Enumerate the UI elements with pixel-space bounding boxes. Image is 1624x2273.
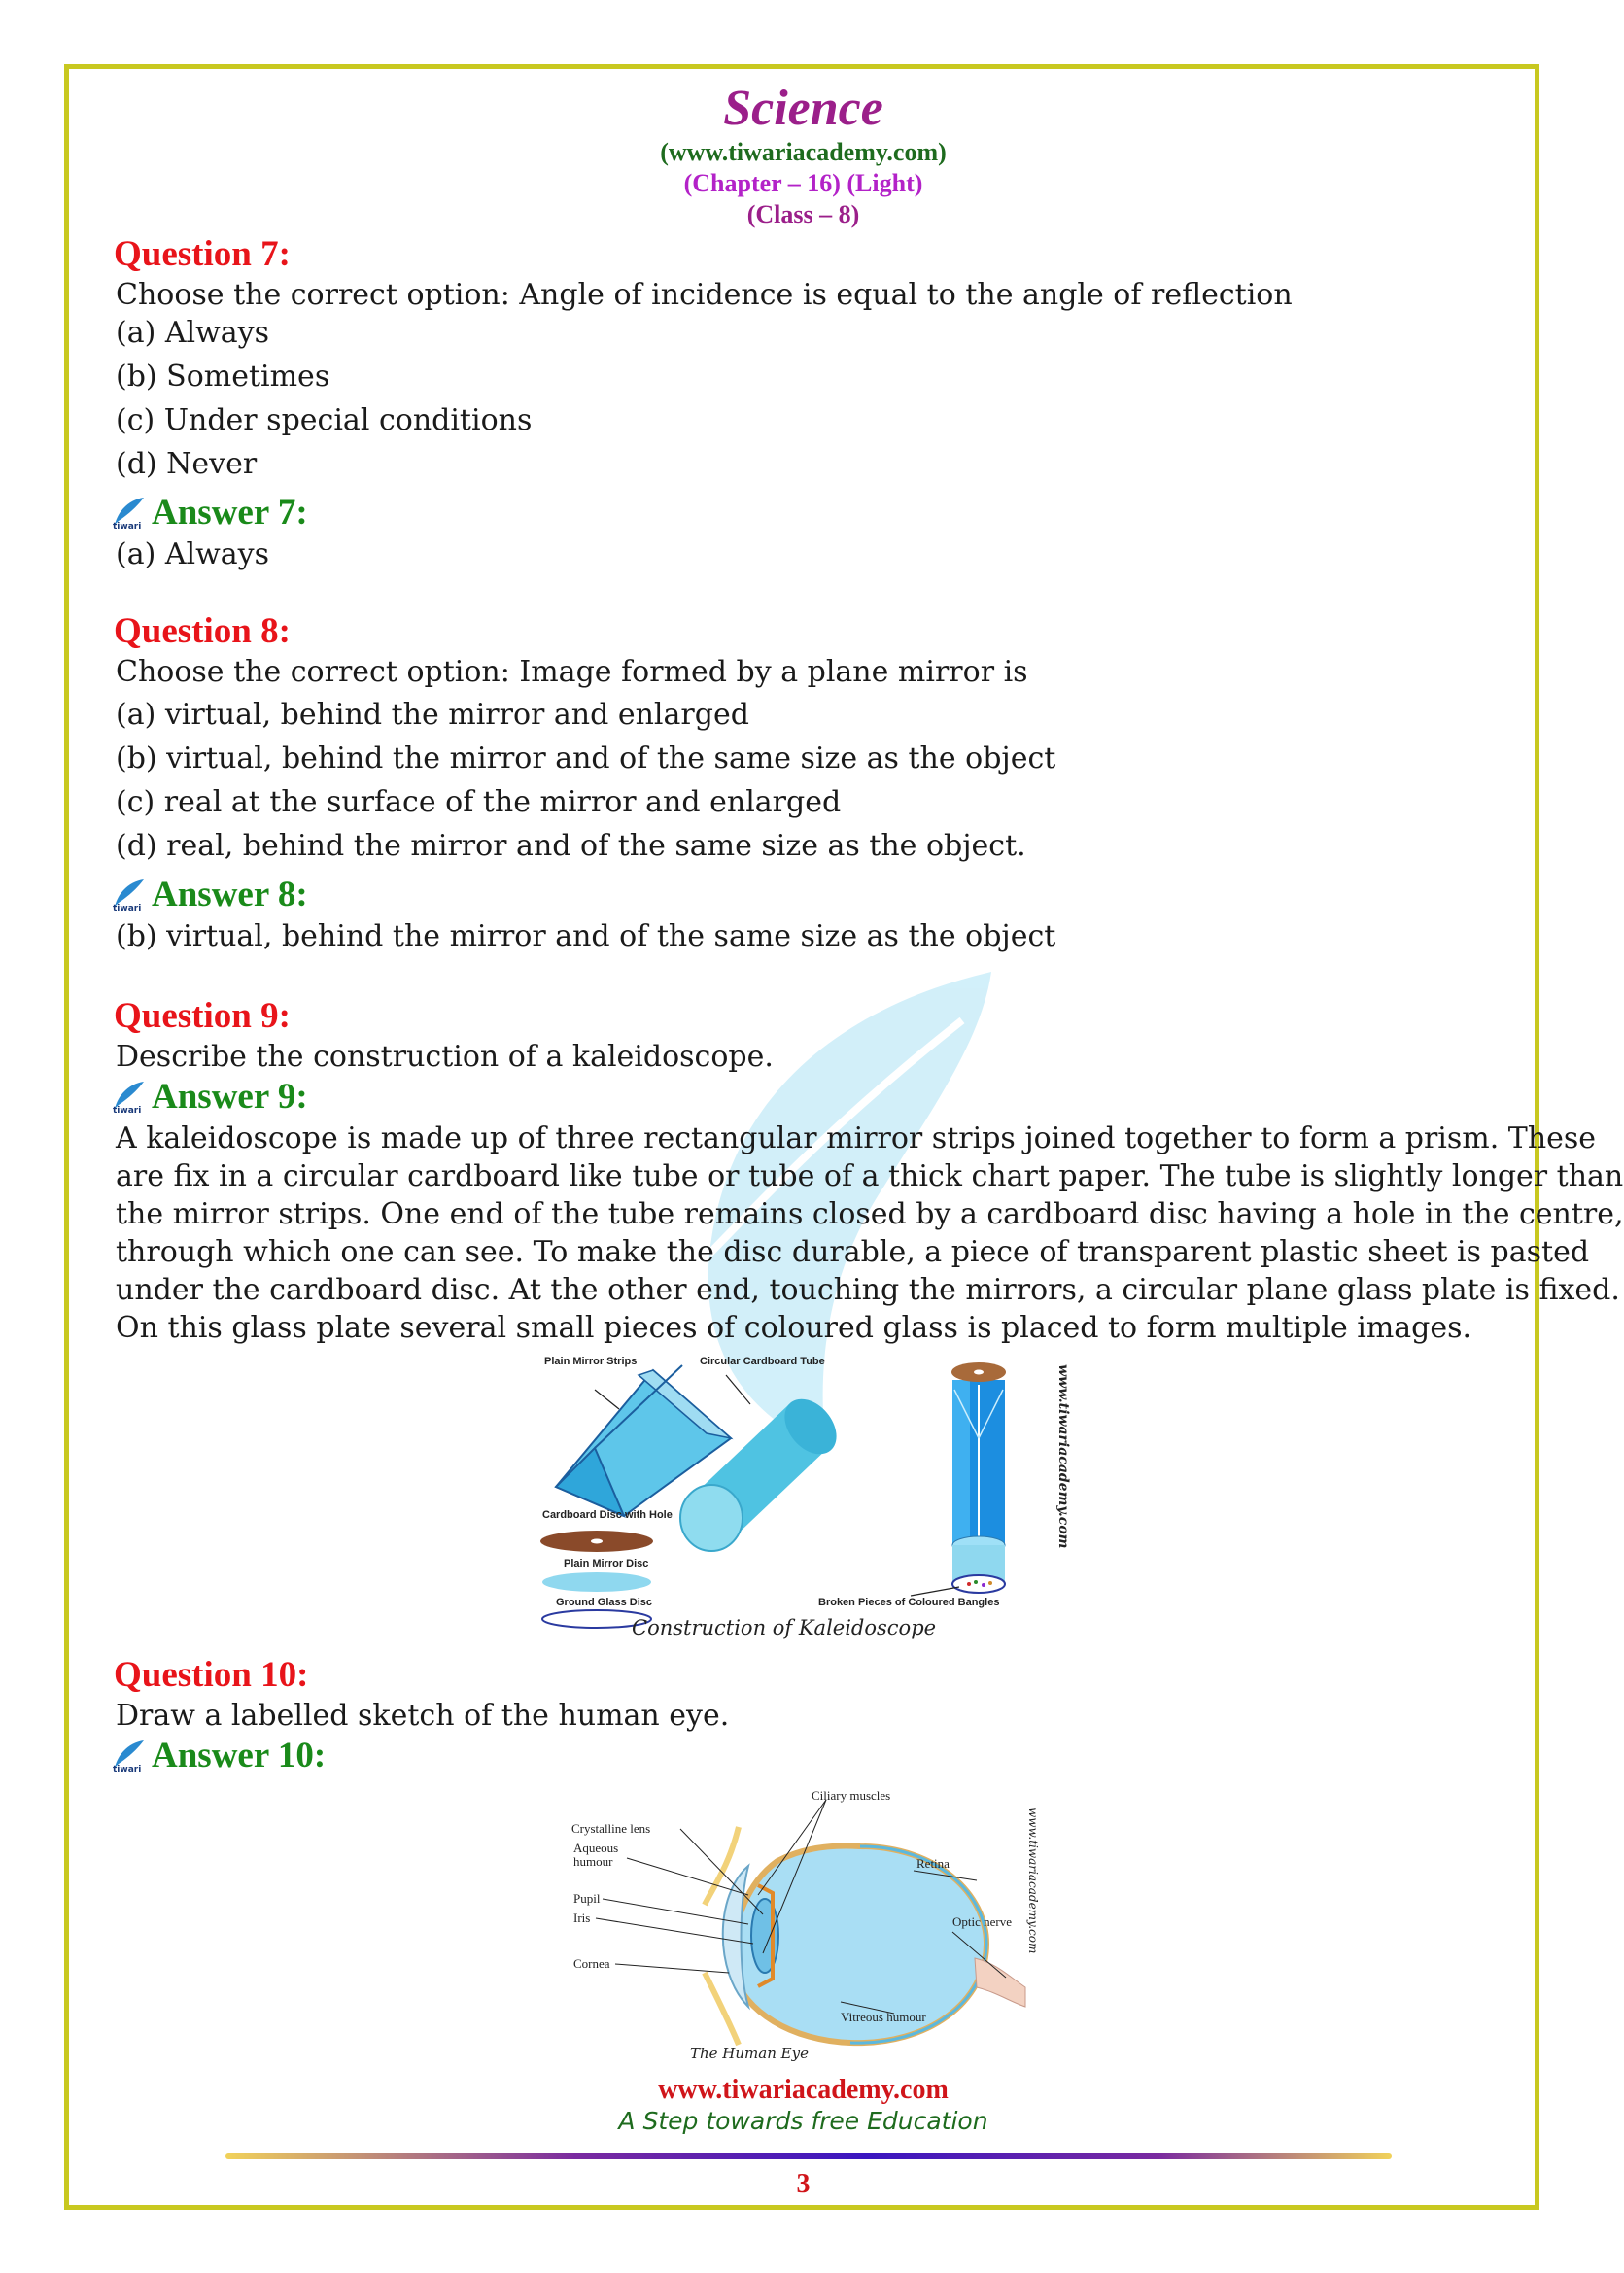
answer-9-label: Answer 9: (152, 1077, 308, 1117)
label-pupil: Pupil (573, 1891, 601, 1906)
svg-text:tiwari: tiwari (113, 1764, 142, 1774)
answer-9-paragraph (116, 1119, 1624, 1347)
answer-9-line: the mirror strips. One end of the tube remains closed by a cardboard disc having a hole in the centre, (116, 1197, 1624, 1231)
header-chapter: (Chapter – 16) (Light) (683, 169, 923, 197)
label-mirror-disc: Plain Mirror Disc (564, 1558, 649, 1569)
answer-7-label: Answer 7: (152, 493, 308, 533)
label-vitreous: Vitreous humour (841, 2010, 926, 2024)
label-iris: Iris (573, 1911, 591, 1925)
figure-watermark: www.tiwariacademy.com (1055, 1364, 1071, 1549)
svg-text:tiwari: tiwari (113, 1105, 142, 1116)
question-9-heading: Question 9: (114, 996, 291, 1036)
label-cardboard-tube: Circular Cardboard Tube (700, 1356, 825, 1367)
question-10-text: Draw a labelled sketch of the human eye. (116, 1699, 730, 1733)
question-8-option-c: (c) real at the surface of the mirror and enlarged (116, 785, 842, 819)
question-7-option-b: (b) Sometimes (116, 360, 330, 394)
question-10-heading: Question 10: (114, 1655, 309, 1695)
kaleidoscope-figure (536, 1351, 1069, 1642)
question-8-text: Choose the correct option: Image formed by a plane mirror is (116, 655, 1028, 689)
answer-9-line: On this glass plate several small pieces of coloured glass is placed to form multiple images. (116, 1311, 1472, 1345)
label-mirror-strips: Plain Mirror Strips (544, 1356, 638, 1367)
label-retina: Retina (916, 1856, 950, 1871)
eye-figure-watermark: www.tiwariacademy.com (1026, 1808, 1040, 1954)
assembled-kaleidoscope (951, 1362, 1006, 1593)
label-ground-disc: Ground Glass Disc (556, 1597, 653, 1608)
header-class: (Class – 8) (746, 200, 860, 228)
footer-tagline: A Step towards free Education (618, 2107, 988, 2135)
answer-8-label: Answer 8: (152, 875, 308, 914)
tiwari-quill-icon (109, 496, 148, 531)
question-8-option-d: (d) real, behind the mirror and of the same size as the object. (116, 829, 1026, 863)
question-7-option-a: (a) Always (116, 316, 269, 350)
answer-9-line: through which one can see. To make the disc durable, a piece of transparent plastic sheet is pasted (116, 1235, 1590, 1269)
label-aqueous-2: humour (573, 1854, 613, 1869)
tiwari-quill-icon (109, 1739, 148, 1774)
header-site: (www.tiwariacademy.com) (660, 138, 947, 166)
answer-7-text: (a) Always (116, 537, 269, 571)
question-8-heading: Question 8: (114, 611, 291, 651)
question-7-heading: Question 7: (114, 234, 291, 274)
cardboard-tube (680, 1389, 847, 1551)
question-7-text: Choose the correct option: Angle of incidence is equal to the angle of reflection (116, 278, 1293, 312)
page-title: Science (723, 81, 883, 136)
page-number: 3 (796, 2169, 811, 2199)
question-9-text: Describe the construction of a kaleidoscope. (116, 1040, 774, 1074)
label-cornea: Cornea (573, 1956, 610, 1971)
answer-8-heading (109, 874, 308, 915)
answer-7-heading (109, 492, 308, 534)
kaleidoscope-caption: Construction of Kaleidoscope (632, 1616, 937, 1639)
footer-site: www.tiwariacademy.com (658, 2075, 949, 2105)
answer-9-heading (109, 1076, 308, 1118)
answer-10-label: Answer 10: (152, 1736, 327, 1775)
question-7-option-d: (d) Never (116, 447, 258, 481)
answer-8-text: (b) virtual, behind the mirror and of the same size as the object (116, 919, 1056, 953)
answer-10-heading (109, 1735, 326, 1776)
eye-caption: The Human Eye (690, 2045, 809, 2062)
answer-9-line: are fix in a circular cardboard like tube or tube of a thick chart paper. The tube is slightly longer than (116, 1159, 1624, 1193)
svg-text:tiwari: tiwari (113, 521, 142, 532)
label-ciliary: Ciliary muscles (812, 1788, 891, 1803)
question-7-option-c: (c) Under special conditions (116, 403, 533, 437)
label-disc-hole: Cardboard Disc with Hole (542, 1509, 673, 1521)
question-8-option-b: (b) virtual, behind the mirror and of the same size as the object (116, 741, 1056, 775)
footer-divider (225, 2153, 1392, 2159)
tiwari-quill-icon (109, 1080, 148, 1115)
label-optic-nerve: Optic nerve (952, 1914, 1013, 1929)
tiwari-quill-icon (109, 878, 148, 913)
label-coloured-bangles: Broken Pieces of Coloured Bangles (818, 1597, 1000, 1608)
answer-9-line: under the cardboard disc. At the other end, touching the mirrors, a circular plane glass plate is fixed. (116, 1273, 1620, 1307)
label-lens: Crystalline lens (571, 1821, 651, 1836)
answer-9-line: A kaleidoscope is made up of three rectangular mirror strips joined together to form a prism. These (116, 1121, 1597, 1155)
label-aqueous-1: Aqueous (573, 1841, 619, 1855)
mirror-disc (542, 1572, 651, 1592)
svg-text:tiwari: tiwari (113, 903, 142, 913)
human-eye-figure (569, 1788, 1054, 2070)
question-8-option-a: (a) virtual, behind the mirror and enlarged (116, 698, 749, 732)
